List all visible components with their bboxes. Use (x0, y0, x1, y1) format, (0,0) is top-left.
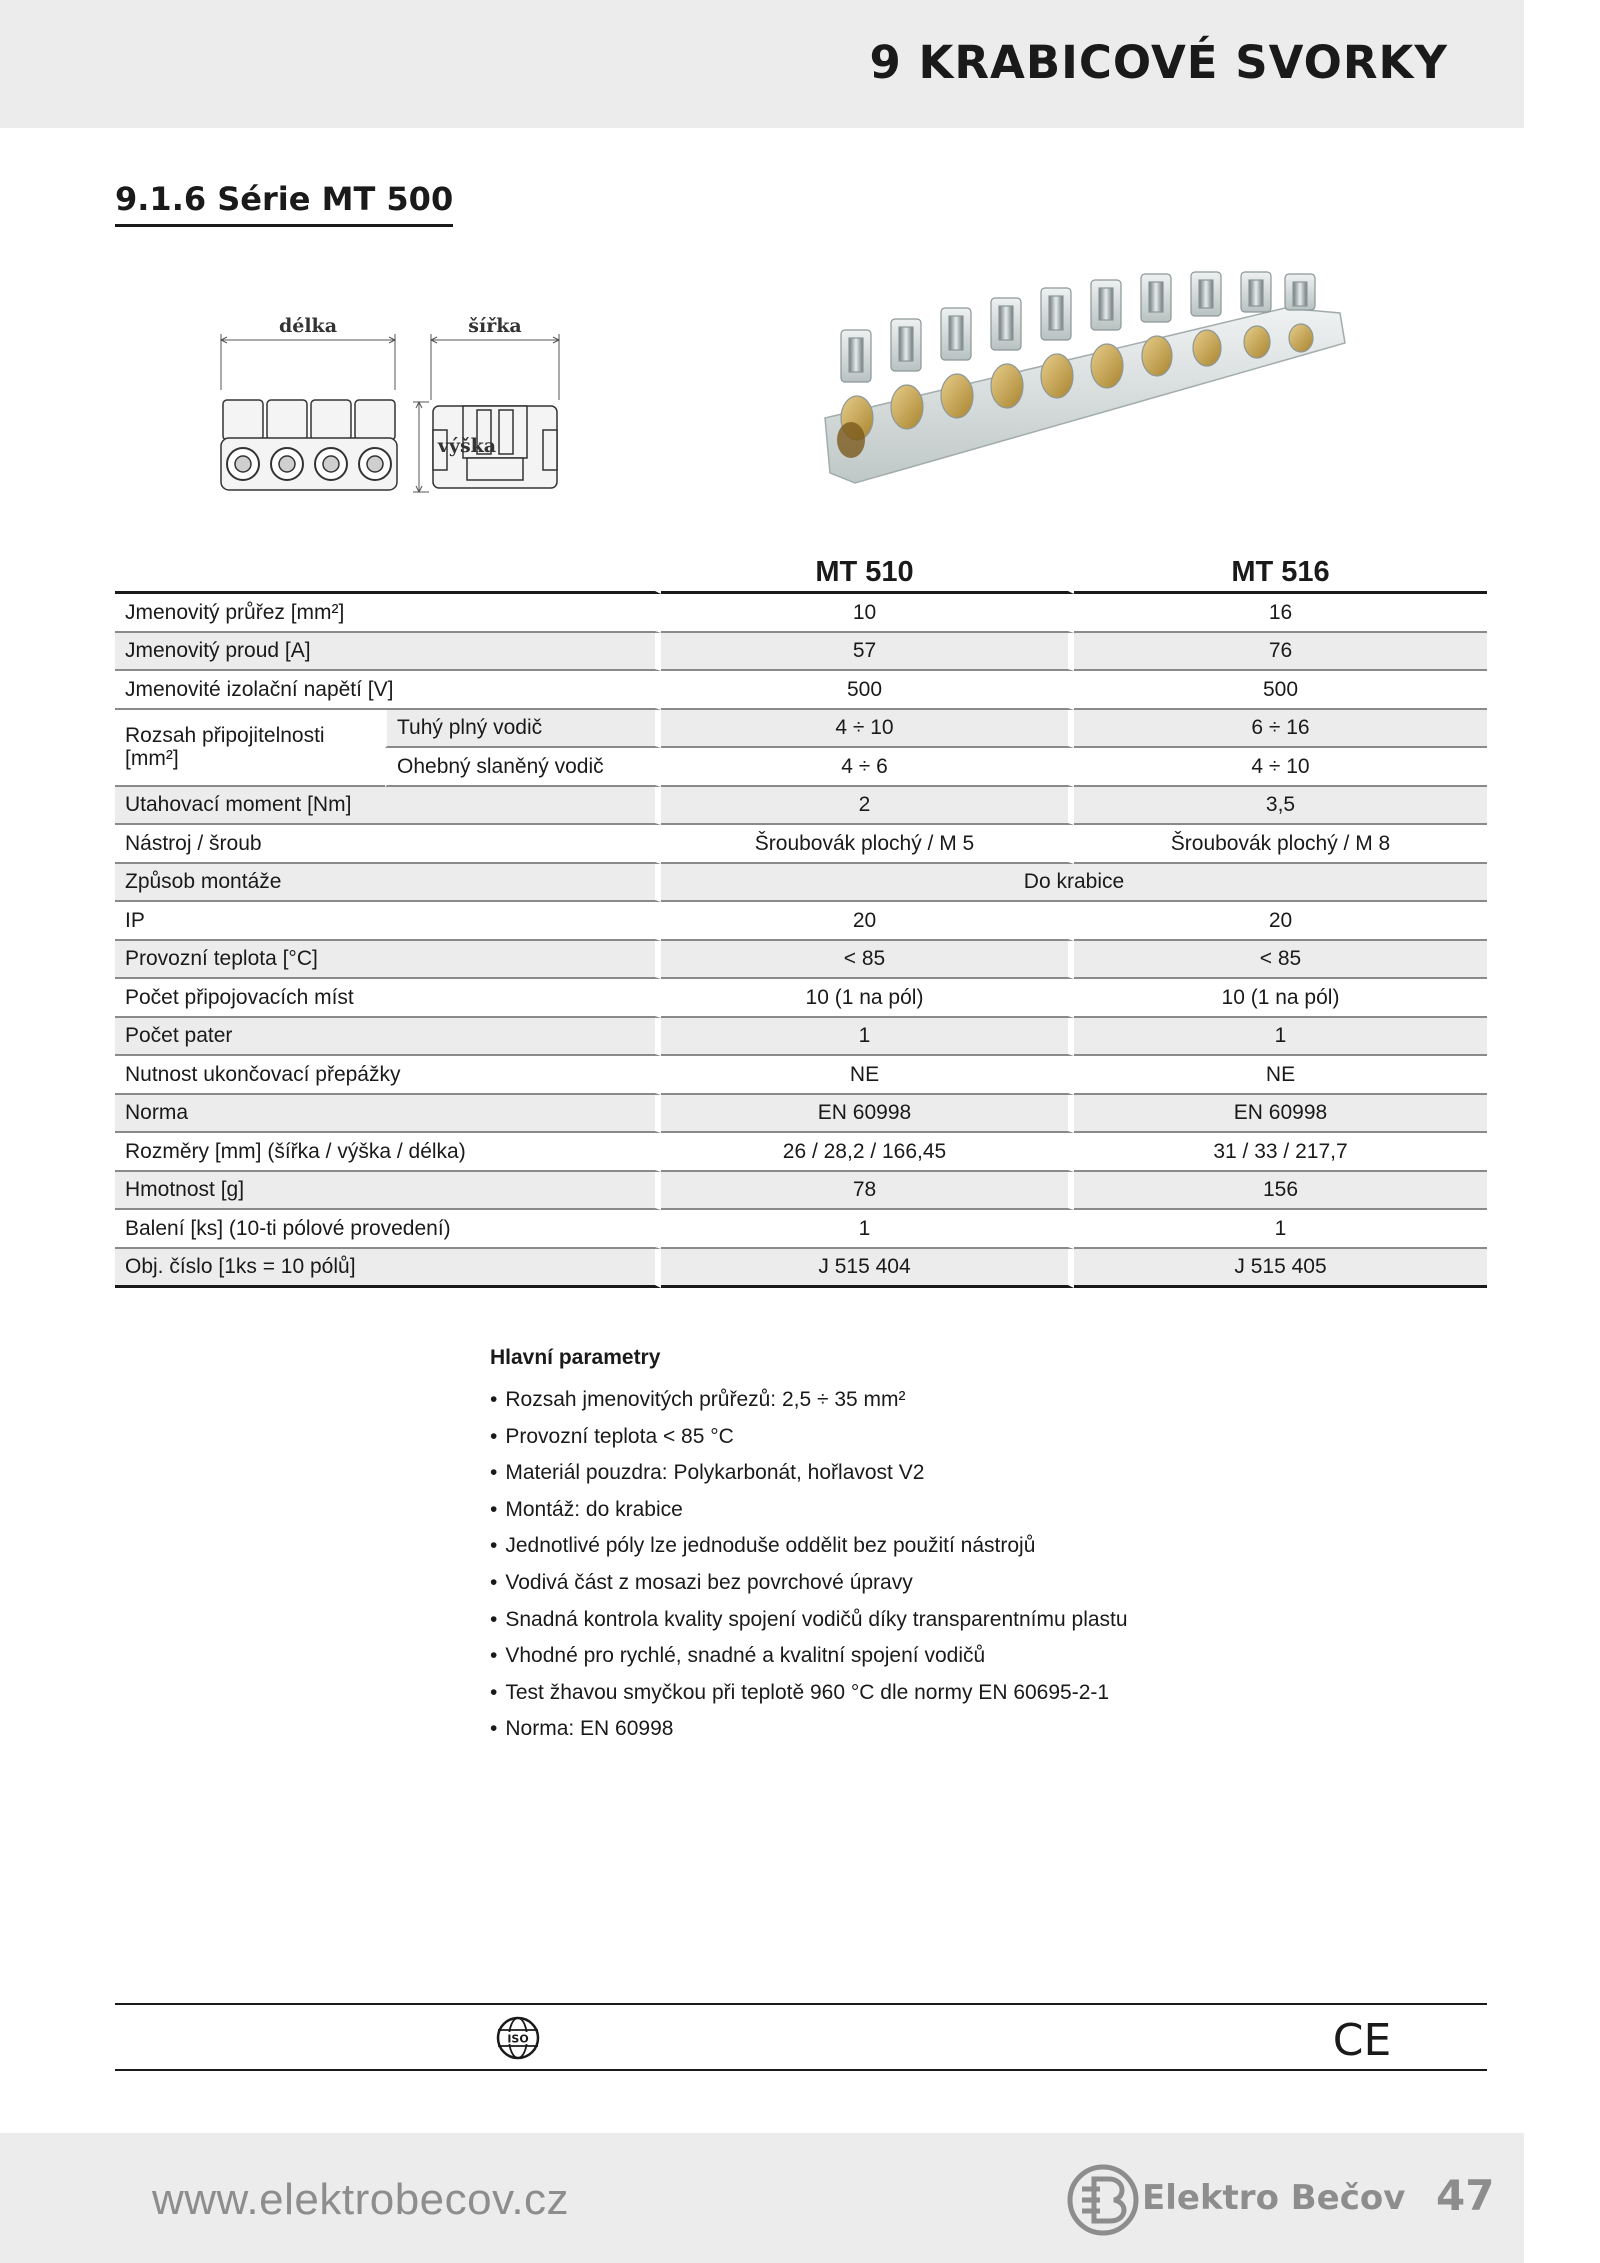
value-mt516: Šroubovák plochý / M 8 (1074, 825, 1487, 864)
row-sublabel: Ohebný slaněný vodič (385, 748, 661, 787)
product-header-mt510: MT 510 (661, 545, 1074, 594)
row-label: Počet pater (115, 1018, 661, 1057)
row-label: Rozsah připojitelnosti [mm²] (115, 710, 385, 787)
value-mt516: EN 60998 (1074, 1095, 1487, 1134)
list-item: • Vhodné pro rychlé, snadné a kvalitní spojení vodičů (490, 1638, 1128, 1675)
value-mt516: NE (1074, 1056, 1487, 1095)
value-mt516: 10 (1 na pól) (1074, 979, 1487, 1018)
list-item: • Rozsah jmenovitých průřezů: 2,5 ÷ 35 mm² (490, 1382, 1128, 1419)
table-row (115, 787, 1487, 826)
value-mt510: J 515 404 (661, 1249, 1074, 1289)
table-row (115, 1172, 1487, 1211)
value-mt510: 57 (661, 633, 1074, 672)
value-mt516: 3,5 (1074, 787, 1487, 826)
value-mt516: < 85 (1074, 941, 1487, 980)
table-row (115, 594, 1487, 633)
diagram-length-label: délka (278, 315, 338, 337)
list-item: • Materiál pouzdra: Polykarbonát, hořlavost V2 (490, 1455, 1128, 1492)
row-label: Nástroj / šroub (115, 825, 661, 864)
row-label: Obj. číslo [1ks = 10 pólů] (115, 1249, 661, 1289)
value-mt516: J 515 405 (1074, 1249, 1487, 1289)
row-label: IP (115, 902, 661, 941)
value-mt510: 4 ÷ 6 (661, 748, 1074, 787)
ce-label: CE (1332, 2017, 1392, 2061)
table-row (115, 1018, 1487, 1057)
row-label: Rozměry [mm] (šířka / výška / délka) (115, 1133, 661, 1172)
table-header-row (115, 545, 1487, 594)
value-mt516: 4 ÷ 10 (1074, 748, 1487, 787)
iso-label: ISO (507, 2032, 529, 2046)
header-band (0, 0, 1524, 128)
row-label: Balení [ks] (10-ti pólové provedení) (115, 1210, 661, 1249)
table-row (115, 1095, 1487, 1134)
value-mt516: 31 / 33 / 217,7 (1074, 1133, 1487, 1172)
value-mt510: 20 (661, 902, 1074, 941)
row-label: Způsob montáže (115, 864, 661, 903)
table-row (115, 979, 1487, 1018)
main-parameters-title: Hlavní parametry (490, 1346, 661, 1369)
iso-icon (495, 2015, 541, 2061)
main-parameters-list (490, 1382, 1128, 1748)
row-label: Nutnost ukončovací přepážky (115, 1056, 661, 1095)
section-title: 9.1.6 Série MT 500 (115, 180, 453, 227)
dimension-diagram (205, 310, 565, 500)
table-row (115, 633, 1487, 672)
value-mt516: 76 (1074, 633, 1487, 672)
value-mt516: 1 (1074, 1210, 1487, 1249)
table-row (115, 902, 1487, 941)
value-mt510: 10 (661, 594, 1074, 633)
value-mt510: 78 (661, 1172, 1074, 1211)
value-mt510: 4 ÷ 10 (661, 710, 1074, 749)
brand-logo-icon (1066, 2163, 1140, 2237)
chapter-title: 9 KRABICOVÉ SVORKY (869, 36, 1448, 89)
list-item: • Montáž: do krabice (490, 1492, 1128, 1529)
row-label: Jmenovitý průřez [mm²] (115, 594, 661, 633)
certification-bar (115, 2003, 1487, 2071)
website-link[interactable]: www.elektrobecov.cz (152, 2175, 570, 2224)
table-row (115, 671, 1487, 710)
value-merged: Do krabice (661, 864, 1487, 903)
list-item: • Jednotlivé póly lze jednoduše oddělit bez použití nástrojů (490, 1528, 1128, 1565)
table-row (115, 1210, 1487, 1249)
diagram-height-label: výška (437, 435, 497, 457)
value-mt516: 6 ÷ 16 (1074, 710, 1487, 749)
row-sublabel: Tuhý plný vodič (385, 710, 661, 749)
value-mt510: 10 (1 na pól) (661, 979, 1074, 1018)
value-mt510: 1 (661, 1210, 1074, 1249)
value-mt516: 156 (1074, 1172, 1487, 1211)
brand-name: Elektro Bečov (1142, 2178, 1406, 2218)
table-row (115, 864, 1487, 903)
value-mt510: 26 / 28,2 / 166,45 (661, 1133, 1074, 1172)
value-mt516: 1 (1074, 1018, 1487, 1057)
list-item: • Snadná kontrola kvality spojení vodičů díky transparentnímu plastu (490, 1602, 1128, 1639)
row-label: Provozní teplota [°C] (115, 941, 661, 980)
value-mt510: < 85 (661, 941, 1074, 980)
table-row (115, 1056, 1487, 1095)
list-item: • Test žhavou smyčkou při teplotě 960 °C dle normy EN 60695-2-1 (490, 1675, 1128, 1712)
list-item: • Norma: EN 60998 (490, 1711, 1128, 1748)
product-photo (815, 268, 1355, 498)
list-item: • Vodivá část z mosazi bez povrchové úpravy (490, 1565, 1128, 1602)
table-row (115, 941, 1487, 980)
value-mt510: 500 (661, 671, 1074, 710)
diagram-width-label: šířka (468, 315, 522, 337)
row-label: Jmenovitý proud [A] (115, 633, 661, 672)
value-mt516: 16 (1074, 594, 1487, 633)
footer-band (0, 2133, 1524, 2263)
list-item: • Provozní teplota < 85 °C (490, 1419, 1128, 1456)
value-mt510: 1 (661, 1018, 1074, 1057)
row-label: Hmotnost [g] (115, 1172, 661, 1211)
table-row (115, 825, 1487, 864)
row-label: Jmenovité izolační napětí [V] (115, 671, 661, 710)
specification-table (115, 545, 1487, 1288)
value-mt510: 2 (661, 787, 1074, 826)
row-label: Norma (115, 1095, 661, 1134)
row-label: Počet připojovacích míst (115, 979, 661, 1018)
ce-mark-icon (1328, 2017, 1396, 2061)
row-label: Utahovací moment [Nm] (115, 787, 661, 826)
value-mt510: EN 60998 (661, 1095, 1074, 1134)
value-mt516: 500 (1074, 671, 1487, 710)
table-row (115, 710, 1487, 749)
product-header-mt516: MT 516 (1074, 545, 1487, 594)
value-mt516: 20 (1074, 902, 1487, 941)
page-number: 47 (1436, 2171, 1495, 2220)
value-mt510: Šroubovák plochý / M 5 (661, 825, 1074, 864)
table-row (115, 1133, 1487, 1172)
value-mt510: NE (661, 1056, 1074, 1095)
main-parameters (490, 1346, 1128, 1748)
table-row (115, 1249, 1487, 1289)
table-header-blank (115, 545, 661, 594)
